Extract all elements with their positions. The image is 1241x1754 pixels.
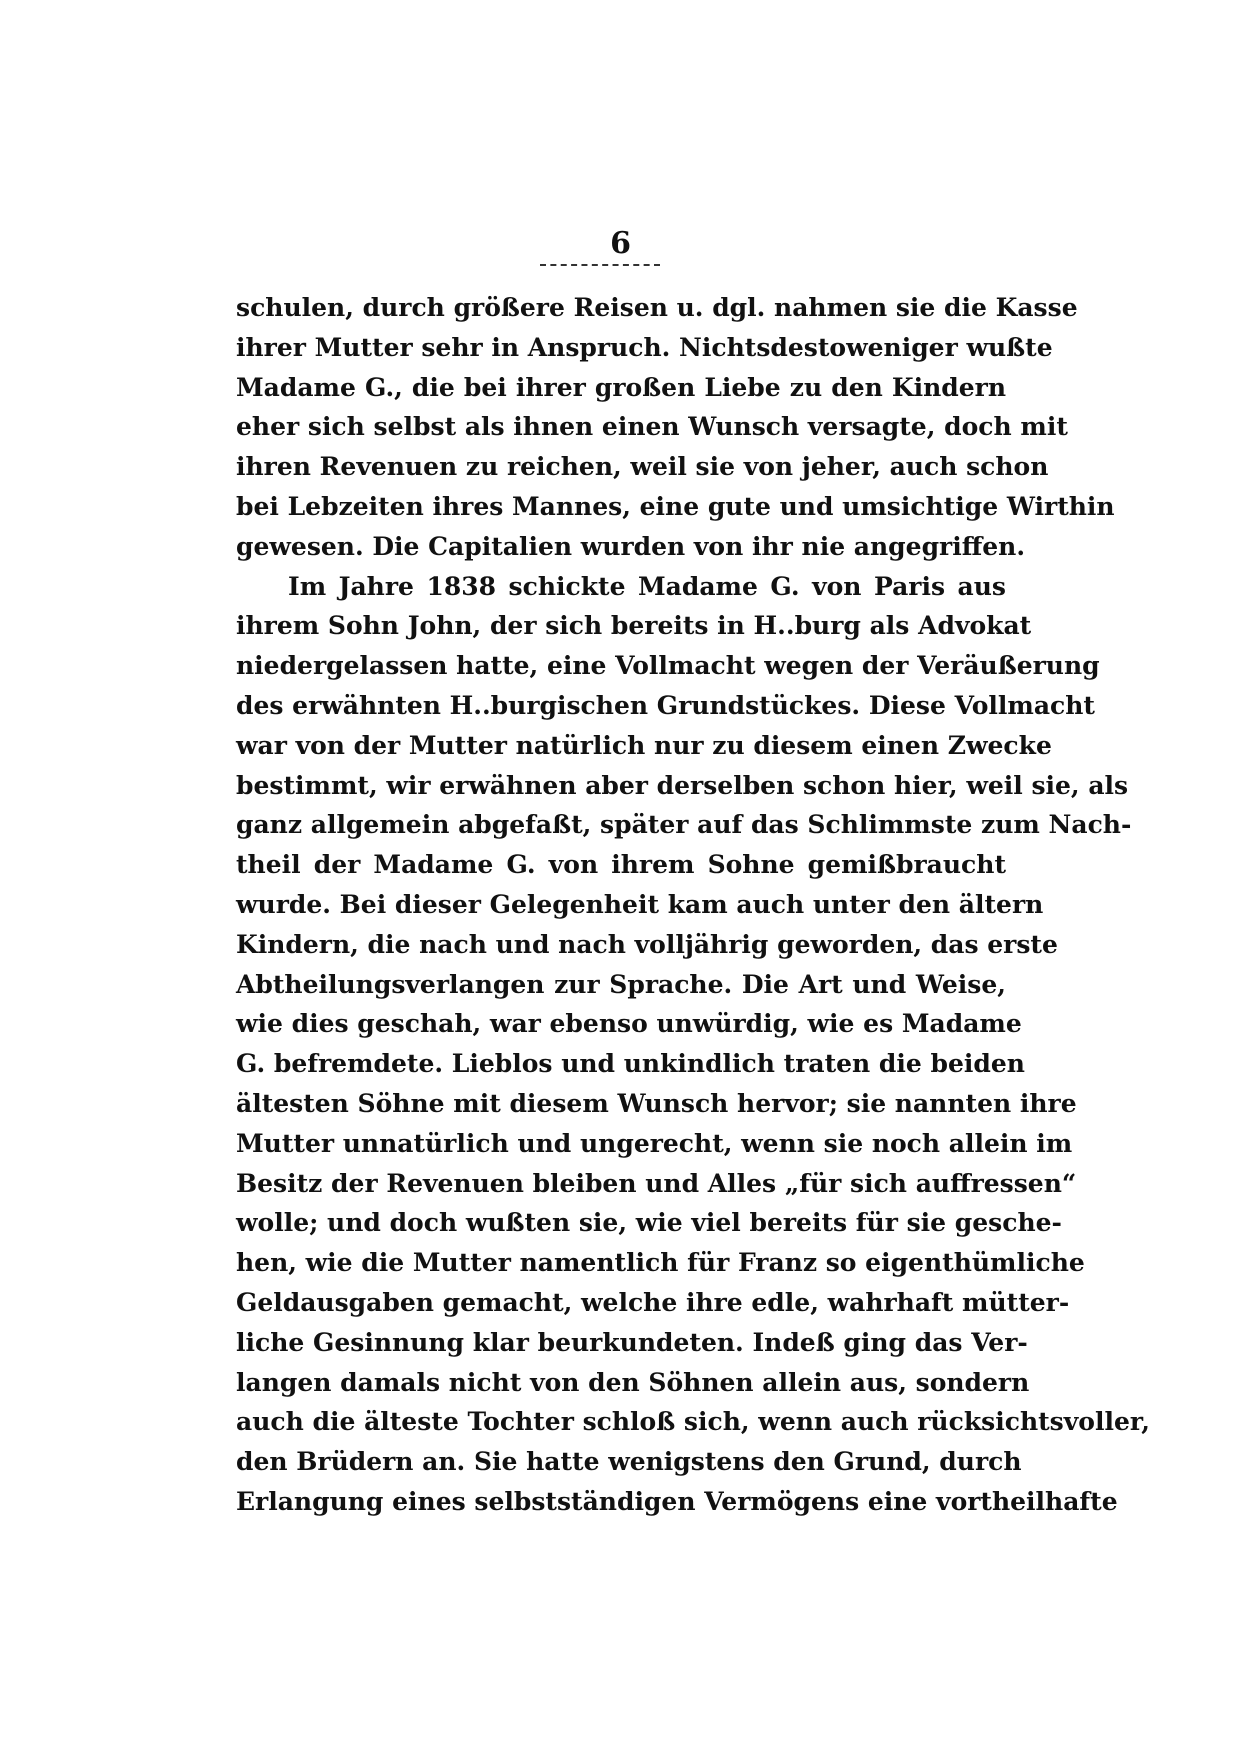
text-line: ihrem Sohn John, der sich bereits in H..burg als Advokat	[236, 611, 1032, 641]
text-line: liche Gesinnung klar beurkundeten. Indeß ging das Ver-	[236, 1327, 1028, 1357]
text-line: ganz allgemein abgefaßt, später auf das Schlimmste zum Nach-	[236, 810, 1132, 840]
text-line: des erwähnten H..burgischen Grundstückes. Diese Vollmacht	[236, 690, 1095, 720]
text-line: Madame G., die bei ihrer großen Liebe zu den Kindern	[236, 372, 1006, 402]
text-line: G. befremdete. Lieblos und unkindlich traten die beiden	[236, 1049, 1025, 1079]
text-line: theil der Madame G. von ihrem Sohne gemißbraucht	[236, 850, 1006, 880]
text-line: Kindern, die nach und nach volljährig geworden, das erste	[236, 929, 1058, 959]
text-line: auch die älteste Tochter schloß sich, wenn auch rücksichtsvoller,	[236, 1407, 1150, 1437]
text-line: Erlangung eines selbstständigen Vermögens eine vortheilhafte	[236, 1486, 1118, 1516]
text-line: ihrer Mutter sehr in Anspruch. Nichtsdestoweniger wußte	[236, 332, 1053, 362]
text-line: bestimmt, wir erwähnen aber derselben schon hier, weil sie, als	[236, 770, 1129, 800]
page-number-rule	[540, 264, 660, 266]
text-line: langen damals nicht von den Söhnen allein aus, sondern	[236, 1367, 1030, 1397]
text-line: wolle; und doch wußten sie, wie viel bereits für sie gesche-	[236, 1208, 1062, 1238]
text-line: hen, wie die Mutter namentlich für Franz so eigenthümliche	[236, 1248, 1085, 1278]
text-line: gewesen. Die Capitalien wurden von ihr nie angegriffen.	[236, 531, 1026, 561]
text-line: bei Lebzeiten ihres Mannes, eine gute und umsichtige Wirthin	[236, 491, 1115, 521]
text-line: wie dies geschah, war ebenso unwürdig, wie es Madame	[236, 1009, 1022, 1039]
text-line: niedergelassen hatte, eine Vollmacht wegen der Veräußerung	[236, 651, 1100, 681]
text-line: Im Jahre 1838 schickte Madame G. von Paris aus	[288, 571, 1006, 601]
page-number: 6	[610, 226, 631, 261]
text-line: war von der Mutter natürlich nur zu diesem einen Zwecke	[236, 730, 1052, 760]
text-line: den Brüdern an. Sie hatte wenigstens den Grund, durch	[236, 1447, 1022, 1477]
text-line: wurde. Bei dieser Gelegenheit kam auch unter den ältern	[236, 889, 1044, 919]
text-line: ältesten Söhne mit diesem Wunsch hervor; sie nannten ihre	[236, 1088, 1077, 1118]
text-line: Geldausgaben gemacht, welche ihre edle, wahrhaft mütter-	[236, 1287, 1070, 1317]
text-line: eher sich selbst als ihnen einen Wunsch versagte, doch mit	[236, 412, 1068, 442]
text-line: schulen, durch größere Reisen u. dgl. nahmen sie die Kasse	[236, 293, 1078, 322]
text-line: Abtheilungsverlangen zur Sprache. Die Art und Weise,	[236, 969, 1006, 999]
body-text	[236, 288, 1150, 1522]
text-line: Mutter unnatürlich und ungerecht, wenn sie noch allein im	[236, 1128, 1073, 1158]
text-line: ihren Revenuen zu reichen, weil sie von jeher, auch schon	[236, 452, 1049, 482]
text-line: Besitz der Revenuen bleiben und Alles „für sich auffressen“	[236, 1168, 1077, 1198]
